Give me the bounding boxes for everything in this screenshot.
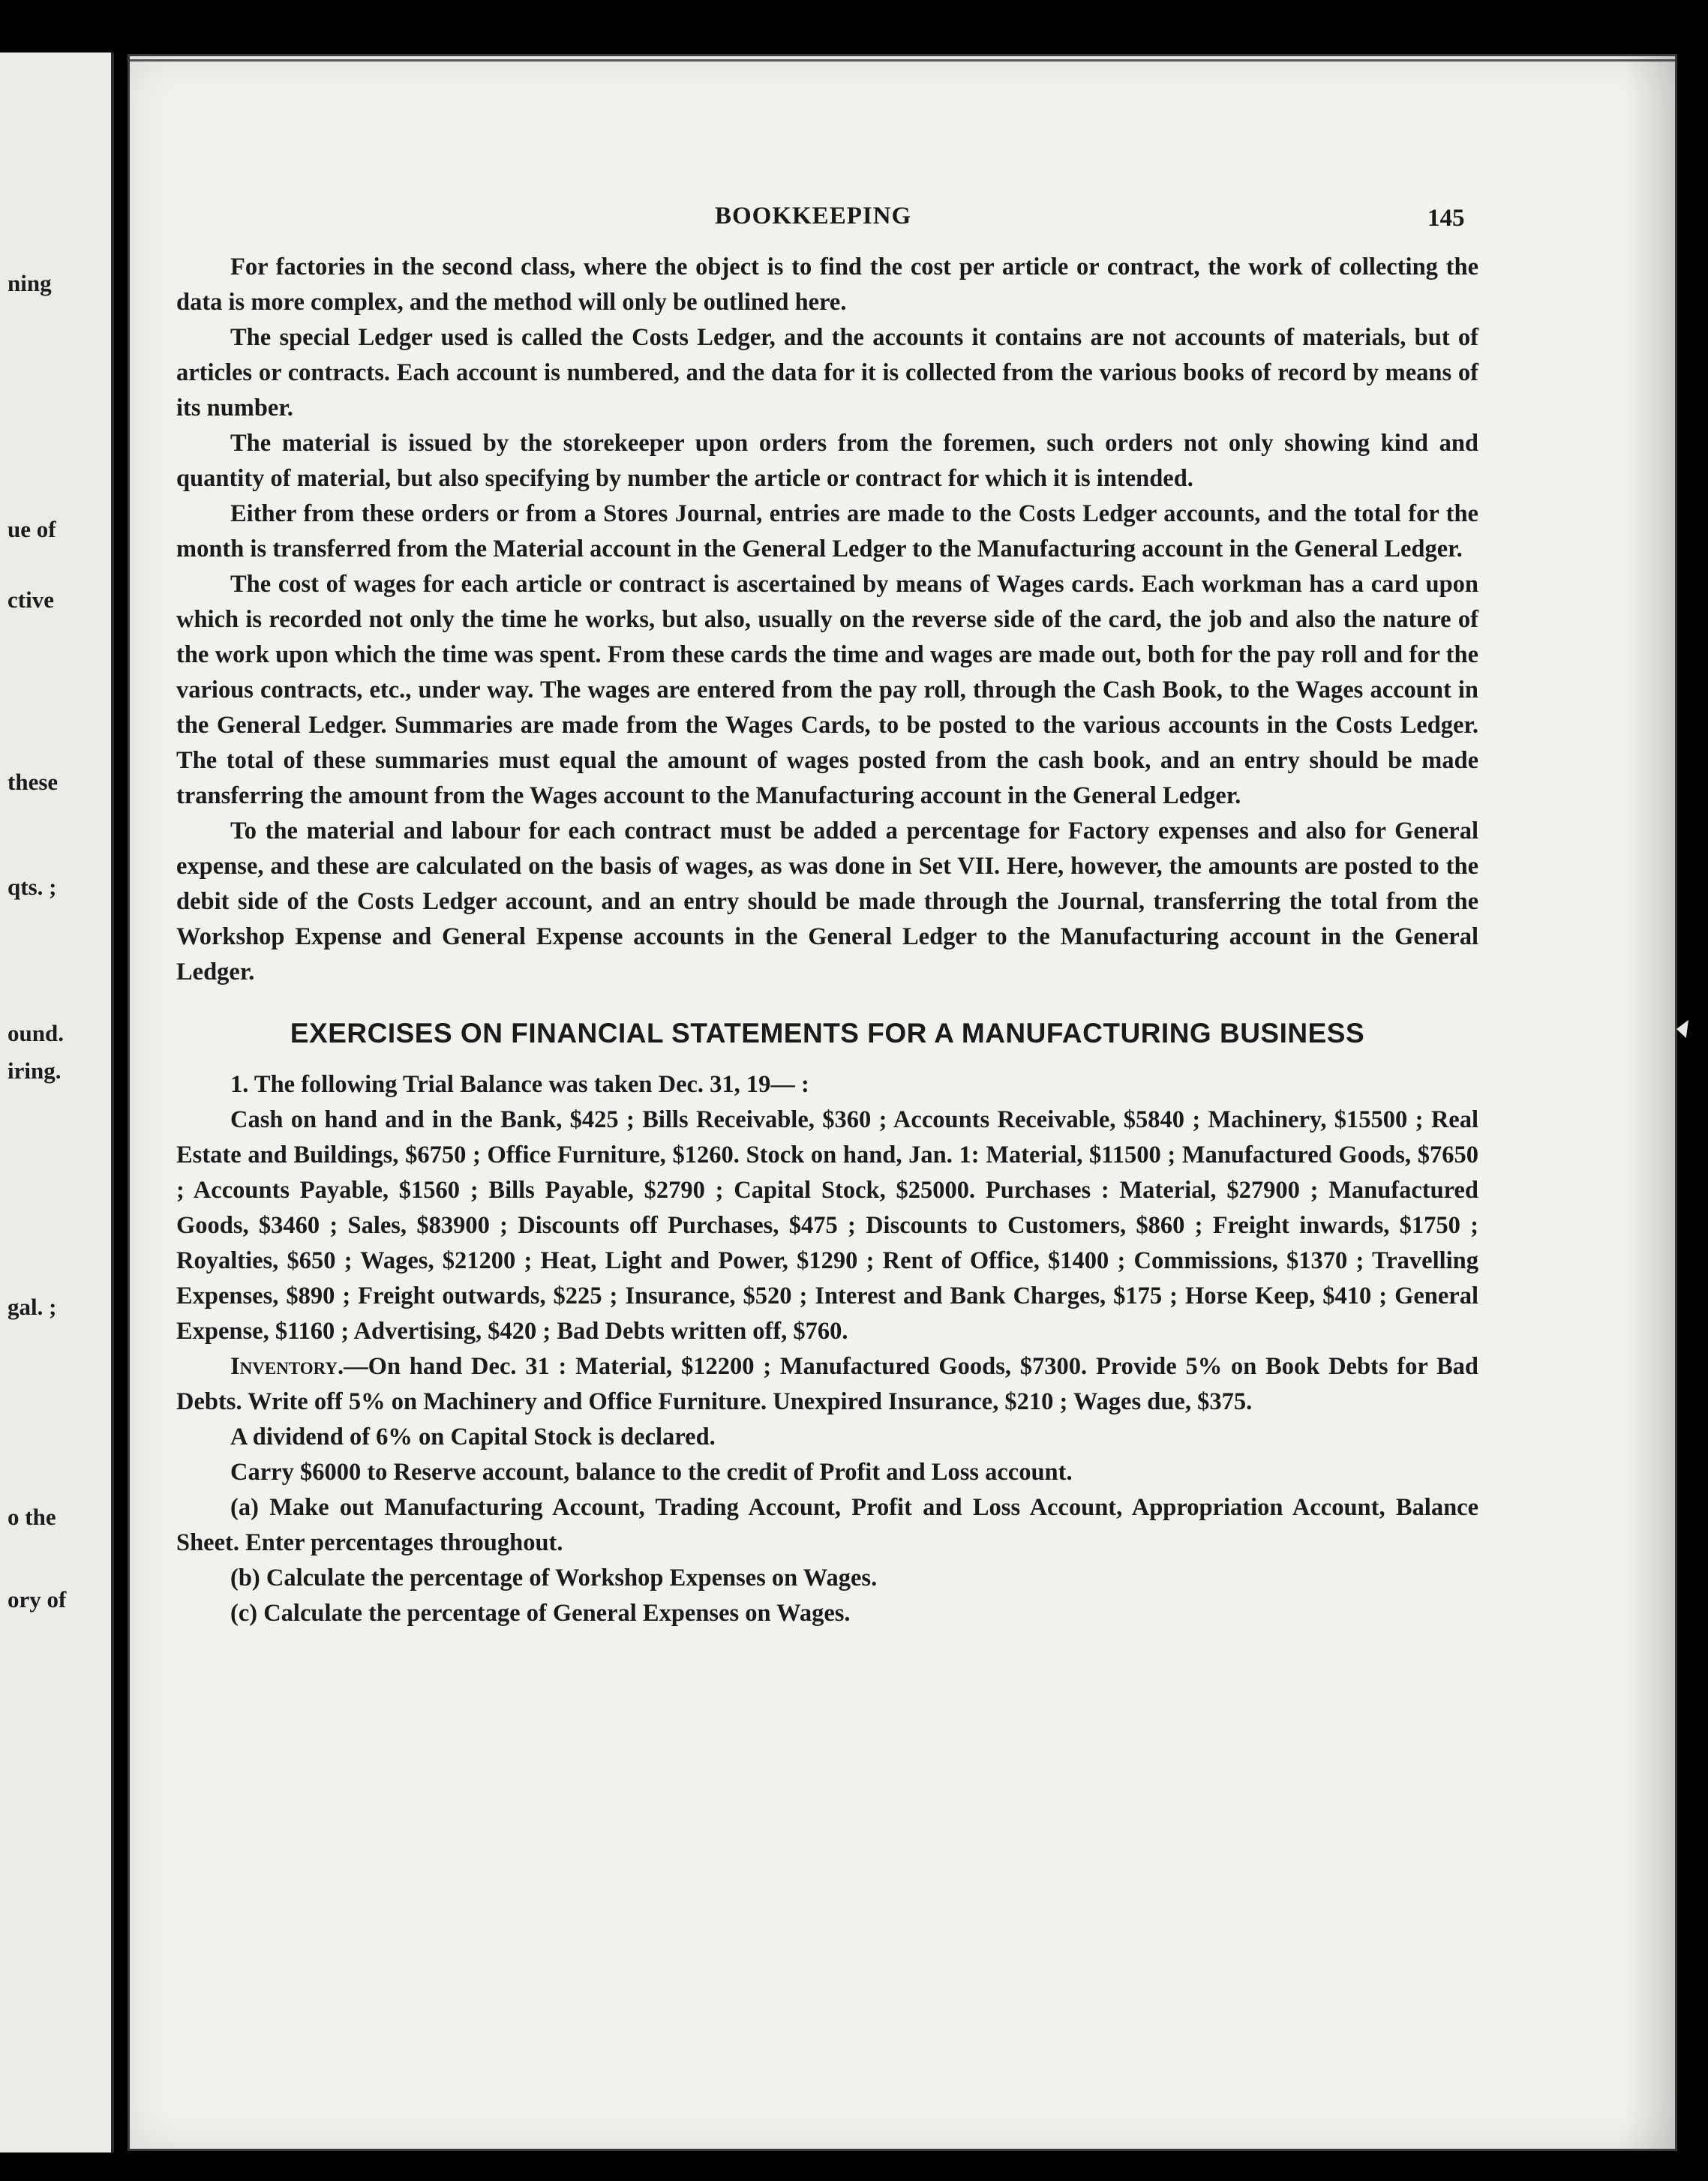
paragraph: The special Ledger used is called the Costs Ledger, and the accounts it contains are not accounts of materials, but of articles or contracts. Each account is numbered, and the data for it is collected from the various books of record by means of its number. [176, 324, 1478, 422]
prev-page-fragment: gal. ; [8, 1294, 57, 1320]
task-label: (c) [230, 1600, 258, 1627]
dividend-line: A dividend of 6% on Capital Stock is declared. [230, 1424, 716, 1450]
page-number: 145 [1427, 205, 1465, 232]
previous-page-edge [0, 52, 114, 2152]
inventory-label: Inventory. [230, 1353, 344, 1380]
task-item [176, 1561, 1478, 1596]
prev-page-fragment: ound. [8, 1020, 64, 1046]
prev-page-fragment: iring. [8, 1058, 62, 1084]
body-text [176, 250, 1478, 1631]
inventory-paragraph [176, 1349, 1478, 1420]
paragraph: The cost of wages for each article or contract is ascertained by means of Wages cards. Each workman has a card upon which is recorded not only the time he works, but also, usually on the reverse side of the card, the job and also the nature of the work upon which the time was spent. From these cards the time and wages are made out, both for the pay roll and for the various contracts, etc., under way. The wages are entered from the pay roll, through the Cash Book, to the Wages account in the General Ledger. Summaries are made from the Wages Cards, to be posted to the various accounts in the Costs Ledger. The total of these summaries must equal the amount of wages posted from the cash book, and an entry should be made transferring the amount from the Wages account to the Manufacturing account in the General Ledger. [176, 571, 1478, 809]
running-head: BOOKKEEPING [715, 202, 912, 230]
exercise-intro: 1. The following Trial Balance was taken Dec. 31, 19— : [230, 1071, 809, 1098]
task-text: Calculate the percentage of Workshop Expenses on Wages. [266, 1564, 878, 1592]
trial-balance: Cash on hand and in the Bank, $425 ; Bills Receivable, $360 ; Accounts Receivable, $5840 ; Machinery, $15500 ; Real Estate and Buildings, $6750 ; Office Furniture, $1260. Stock on hand, Jan. 1: Material, $11500 ; Manufactured Goods, $7650 ; Accounts Payable, $1560 ; Bills Payable, $2790 ; Capital Stock, $25000. Purchases : Material, $27900 ; Manufactured Goods, $3460 ; Sales, $83900 ; Discounts off Purchases, $475 ; Discounts to Customers, $860 ; Freight inwards, $1750 ; Royalties, $650 ; Wages, $21200 ; Heat, Light and Power, $1290 ; Rent of Office, $1400 ; Commissions, $1370 ; Travelling Expenses, $890 ; Freight outwards, $225 ; Insurance, $520 ; Interest and Bank Charges, $175 ; Horse Keep, $410 ; General Expense, $1160 ; Advertising, $420 ; Bad Debts written off, $760. [176, 1106, 1478, 1345]
prev-page-fragment: ctive [8, 586, 54, 613]
exercises-heading: EXERCISES ON FINANCIAL STATEMENTS FOR A MANUFACTURING BUSINESS [290, 1018, 1365, 1048]
prev-page-fragment: ning [8, 270, 52, 296]
prev-page-fragment: ue of [8, 516, 56, 542]
prev-page-fragment: ory of [8, 1586, 67, 1612]
inventory-text: —On hand Dec. 31 : Material, $12200 ; Manufactured Goods, $7300. Provide 5% on Book Debts for Bad Debts. Write off 5% on Machinery and Office Furniture. Unexpired Insurance, $210 ; Wages due, $375. [176, 1353, 1478, 1415]
top-rule [130, 59, 1675, 62]
task-text: Calculate the percentage of General Expenses on Wages. [263, 1600, 851, 1627]
task-item [176, 1490, 1478, 1561]
book-page [128, 54, 1677, 2151]
paragraph: To the material and labour for each contract must be added a percentage for Factory expenses and also for General expense, and these are calculated on the basis of wages, as was done in Set VII. Here, however, the amounts are posted to the debit side of the Costs Ledger account, and an entry should be made through the Journal, transferring the total from the Workshop Expense and General Expense accounts in the General Ledger to the Manufacturing account in the General Ledger. [176, 818, 1478, 986]
paragraph: The material is issued by the storekeeper upon orders from the foremen, such orders not only showing kind and quantity of material, but also specifying by number the article or contract for which it is intended. [176, 430, 1478, 492]
paragraph: Either from these orders or from a Stores Journal, entries are made to the Costs Ledger accounts, and the total for the month is transferred from the Material account in the General Ledger to the Manufacturing account in the General Ledger. [176, 500, 1478, 562]
task-item [176, 1596, 1478, 1631]
task-label: (b) [230, 1564, 260, 1592]
page-shadow [1622, 56, 1675, 2149]
prev-page-fragment: qts. ; [8, 874, 57, 900]
prev-page-fragment: o the [8, 1504, 56, 1530]
prev-page-fragment: these [8, 769, 59, 795]
margin-mark-icon [1676, 1020, 1688, 1038]
task-label: (a) [230, 1494, 259, 1521]
carry-line: Carry $6000 to Reserve account, balance to the credit of Profit and Loss account. [230, 1459, 1073, 1486]
paragraph: For factories in the second class, where the object is to find the cost per article or contract, the work of collecting the data is more complex, and the method will only be outlined here. [176, 254, 1478, 316]
task-text: Make out Manufacturing Account, Trading Account, Profit and Loss Account, Appropriation Account, Balance Sheet. Enter percentages throughout. [176, 1494, 1478, 1556]
